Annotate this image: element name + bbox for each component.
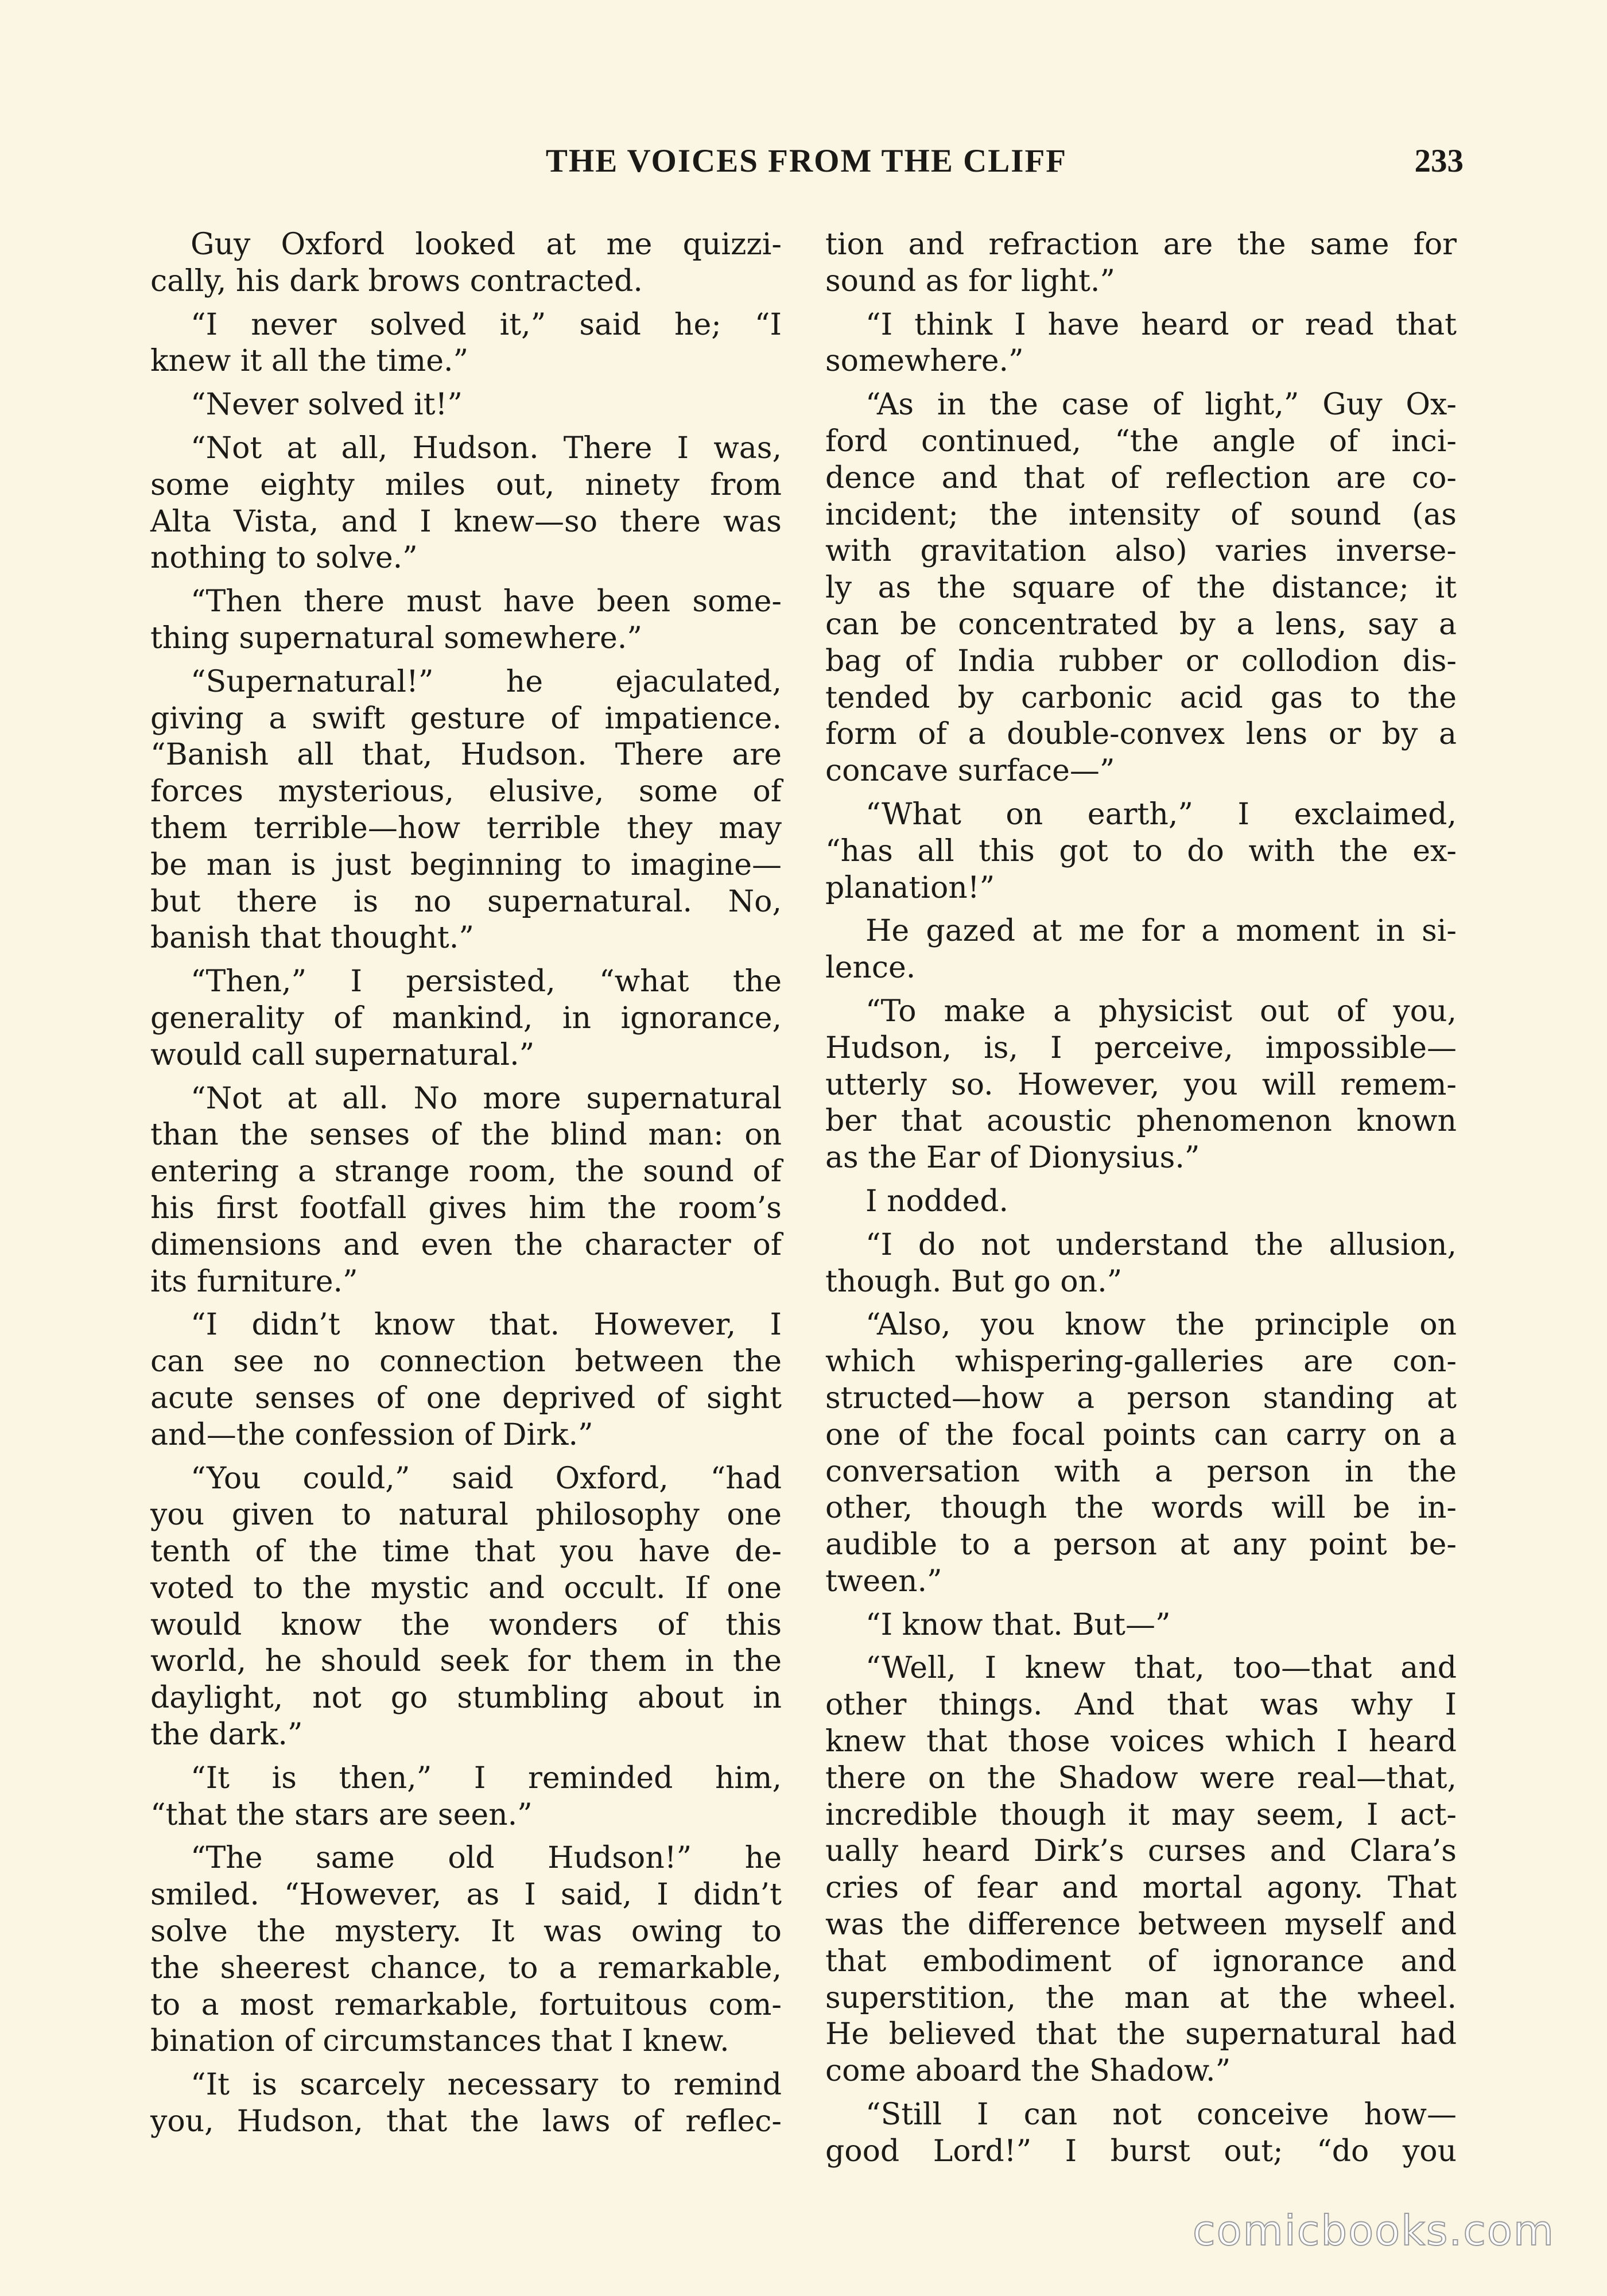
paragraph bbox=[825, 227, 1457, 300]
page-number: 233 bbox=[1414, 143, 1464, 179]
text-line: as the Ear of Dionysius.” bbox=[825, 1141, 1200, 1176]
text-line: “I think I have heard or read that bbox=[865, 307, 1457, 342]
text-line: nothing to solve.” bbox=[150, 541, 418, 576]
text-line: audible to a person at any point be- bbox=[825, 1527, 1457, 1562]
text-line: the sheerest chance, to a remarkable, bbox=[150, 1950, 782, 1985]
text-line: can see no connection between the bbox=[150, 1344, 782, 1379]
text-line: other, though the words will be in- bbox=[825, 1491, 1457, 1526]
paragraph bbox=[150, 1461, 782, 1754]
text-line: one of the focal points can carry on a bbox=[825, 1417, 1457, 1452]
text-line: that embodiment of ignorance and bbox=[825, 1944, 1457, 1979]
text-line: “Then,” I persisted, “what the bbox=[191, 964, 782, 999]
text-line: acute senses of one deprived of sight bbox=[150, 1380, 782, 1415]
text-line: He gazed at me for a moment in si- bbox=[865, 914, 1457, 949]
text-line: though. But go on.” bbox=[825, 1264, 1123, 1299]
text-line: “Well, I knew that, too—that and bbox=[865, 1651, 1457, 1686]
paragraph bbox=[825, 1650, 1457, 2090]
text-line: the dark.” bbox=[150, 1717, 303, 1752]
text-line: “I know that. But—” bbox=[865, 1607, 1171, 1642]
text-line: can be concentrated by a lens, say a bbox=[825, 607, 1457, 642]
text-line: “Banish all that, Hudson. There are bbox=[150, 738, 782, 773]
paragraph bbox=[825, 307, 1457, 381]
text-line: “Also, you know the principle on bbox=[865, 1308, 1457, 1343]
text-line: ford continued, “the angle of inci- bbox=[825, 424, 1457, 459]
paragraph bbox=[150, 584, 782, 657]
text-line: his first footfall gives him the room’s bbox=[150, 1190, 782, 1225]
paragraph bbox=[150, 2067, 782, 2140]
text-line: planation!” bbox=[825, 870, 995, 905]
paragraph bbox=[150, 1840, 782, 2060]
text-line: “As in the case of light,” Guy Ox- bbox=[865, 387, 1457, 422]
paragraph bbox=[825, 1227, 1457, 1301]
text-line: “I never solved it,” said he; “I bbox=[191, 307, 782, 342]
text-line: entering a strange room, the sound of bbox=[150, 1154, 782, 1189]
right-text-column bbox=[825, 227, 1457, 2177]
text-line: “Not at all, Hudson. There I was, bbox=[191, 430, 782, 466]
text-line: ually heard Dirk’s curses and Clara’s bbox=[825, 1834, 1457, 1869]
paragraph bbox=[150, 1307, 782, 1453]
text-line: I nodded. bbox=[865, 1184, 1009, 1219]
text-line: “What on earth,” I exclaimed, bbox=[865, 797, 1457, 832]
paragraph bbox=[150, 1081, 782, 1301]
text-line: “Never solved it!” bbox=[191, 387, 463, 422]
text-line: somewhere.” bbox=[825, 344, 1024, 379]
text-line: but there is no supernatural. No, bbox=[150, 884, 782, 919]
text-line: banish that thought.” bbox=[150, 921, 474, 956]
text-line: bination of circumstances that I knew. bbox=[150, 2024, 729, 2059]
text-line: Alta Vista, and I knew—so there was bbox=[150, 504, 782, 539]
paragraph bbox=[825, 913, 1457, 987]
text-line: would know the wonders of this bbox=[150, 1607, 782, 1642]
paragraph bbox=[825, 387, 1457, 790]
text-line: world, he should seek for them in the bbox=[150, 1644, 782, 1679]
text-line: knew that those voices which I heard bbox=[825, 1724, 1457, 1759]
text-line: dence and that of reflection are co- bbox=[825, 460, 1457, 495]
paragraph bbox=[825, 1307, 1457, 1600]
text-line: Hudson, is, I perceive, impossible— bbox=[825, 1030, 1457, 1065]
text-line: come aboard the Shadow.” bbox=[825, 2054, 1231, 2089]
text-line: “Not at all. No more supernatural bbox=[191, 1081, 782, 1116]
paragraph bbox=[150, 430, 782, 577]
text-line: “has all this got to do with the ex- bbox=[825, 833, 1457, 868]
text-line: structed—how a person standing at bbox=[825, 1380, 1457, 1415]
text-line: bag of India rubber or collodion dis- bbox=[825, 643, 1457, 678]
text-line: was the difference between myself and bbox=[825, 1907, 1457, 1942]
text-line: “To make a physicist out of you, bbox=[865, 994, 1457, 1029]
text-line: and—the confession of Dirk.” bbox=[150, 1417, 593, 1452]
text-line: tenth of the time that you have de- bbox=[150, 1534, 782, 1569]
paragraph bbox=[825, 1607, 1457, 1644]
text-line: ber that acoustic phenomenon known bbox=[825, 1104, 1457, 1139]
text-line: “It is then,” I reminded him, bbox=[191, 1760, 782, 1795]
paragraph bbox=[825, 1184, 1457, 1220]
paragraph bbox=[150, 307, 782, 381]
text-line: “The same old Hudson!” he bbox=[191, 1841, 782, 1876]
text-line: “You could,” said Oxford, “had bbox=[191, 1461, 782, 1496]
text-line: lence. bbox=[825, 951, 916, 986]
paragraph bbox=[825, 797, 1457, 906]
paragraph bbox=[825, 2097, 1457, 2170]
text-line: smiled. “However, as I said, I didn’t bbox=[150, 1878, 782, 1913]
text-line: tween.” bbox=[825, 1564, 942, 1599]
text-line: voted to the mystic and occult. If one bbox=[150, 1570, 782, 1605]
text-line: giving a swift gesture of impatience. bbox=[150, 701, 782, 736]
text-line: would call supernatural.” bbox=[150, 1037, 535, 1072]
text-line: “Then there must have been some- bbox=[191, 584, 782, 619]
paragraph bbox=[150, 964, 782, 1073]
text-line: Guy Oxford looked at me quizzi- bbox=[191, 227, 782, 262]
text-line: other things. And that was why I bbox=[825, 1688, 1457, 1723]
text-line: “Supernatural!” he ejaculated, bbox=[191, 664, 782, 699]
text-line: dimensions and even the character of bbox=[150, 1227, 782, 1262]
text-line: to a most remarkable, fortuitous com- bbox=[150, 1987, 782, 2022]
text-line: incredible though it may seem, I act- bbox=[825, 1797, 1457, 1832]
paragraph bbox=[825, 994, 1457, 1177]
text-line: thing supernatural somewhere.” bbox=[150, 620, 642, 656]
text-line: some eighty miles out, ninety from bbox=[150, 467, 782, 502]
text-line: good Lord!” I burst out; “do you bbox=[825, 2134, 1457, 2169]
text-line: utterly so. However, you will remem- bbox=[825, 1067, 1457, 1102]
text-line: ly as the square of the distance; it bbox=[825, 571, 1457, 606]
text-line: incident; the intensity of sound (as bbox=[825, 497, 1457, 532]
text-line: tion and refraction are the same for bbox=[825, 227, 1457, 262]
text-line: concave surface—” bbox=[825, 754, 1115, 789]
text-line: there on the Shadow were real—that, bbox=[825, 1760, 1457, 1795]
text-line: you given to natural philosophy one bbox=[150, 1498, 782, 1533]
text-line: tended by carbonic acid gas to the bbox=[825, 680, 1457, 715]
text-line: which whispering-galleries are con- bbox=[825, 1344, 1457, 1379]
text-line: them terrible—how terrible they may bbox=[150, 810, 782, 846]
text-line: “that the stars are seen.” bbox=[150, 1797, 533, 1832]
left-text-column bbox=[150, 227, 782, 2147]
paragraph bbox=[150, 664, 782, 957]
text-line: forces mysterious, elusive, some of bbox=[150, 774, 782, 809]
text-line: “I do not understand the allusion, bbox=[865, 1227, 1457, 1262]
text-line: “Still I can not conceive how— bbox=[865, 2097, 1457, 2132]
text-line: conversation with a person in the bbox=[825, 1454, 1457, 1489]
text-line: its furniture.” bbox=[150, 1264, 358, 1299]
text-line: you, Hudson, that the laws of reflec- bbox=[150, 2104, 782, 2139]
paragraph bbox=[150, 1760, 782, 1834]
text-line: “I didn’t know that. However, I bbox=[191, 1308, 782, 1343]
text-line: with gravitation also) varies inverse- bbox=[825, 534, 1457, 569]
watermark: comicbooks.com bbox=[1193, 2206, 1555, 2255]
paragraph bbox=[150, 227, 782, 300]
text-line: form of a double-convex lens or by a bbox=[825, 717, 1457, 752]
text-line: knew it all the time.” bbox=[150, 344, 469, 379]
text-line: be man is just beginning to imagine— bbox=[150, 847, 782, 882]
text-line: daylight, not go stumbling about in bbox=[150, 1681, 782, 1716]
text-line: solve the mystery. It was owing to bbox=[150, 1914, 782, 1949]
text-line: sound as for light.” bbox=[825, 263, 1115, 298]
text-line: He believed that the supernatural had bbox=[825, 2017, 1457, 2052]
text-line: cries of fear and mortal agony. That bbox=[825, 1871, 1457, 1906]
running-header bbox=[149, 142, 1464, 188]
text-line: cally, his dark brows contracted. bbox=[150, 263, 643, 298]
text-line: generality of mankind, in ignorance, bbox=[150, 1000, 782, 1035]
text-line: than the senses of the blind man: on bbox=[150, 1118, 782, 1153]
running-title: THE VOICES FROM THE CLIFF bbox=[545, 143, 1068, 179]
text-line: superstition, the man at the wheel. bbox=[825, 1980, 1457, 2015]
text-line: “It is scarcely necessary to remind bbox=[191, 2068, 782, 2103]
paragraph bbox=[150, 387, 782, 424]
